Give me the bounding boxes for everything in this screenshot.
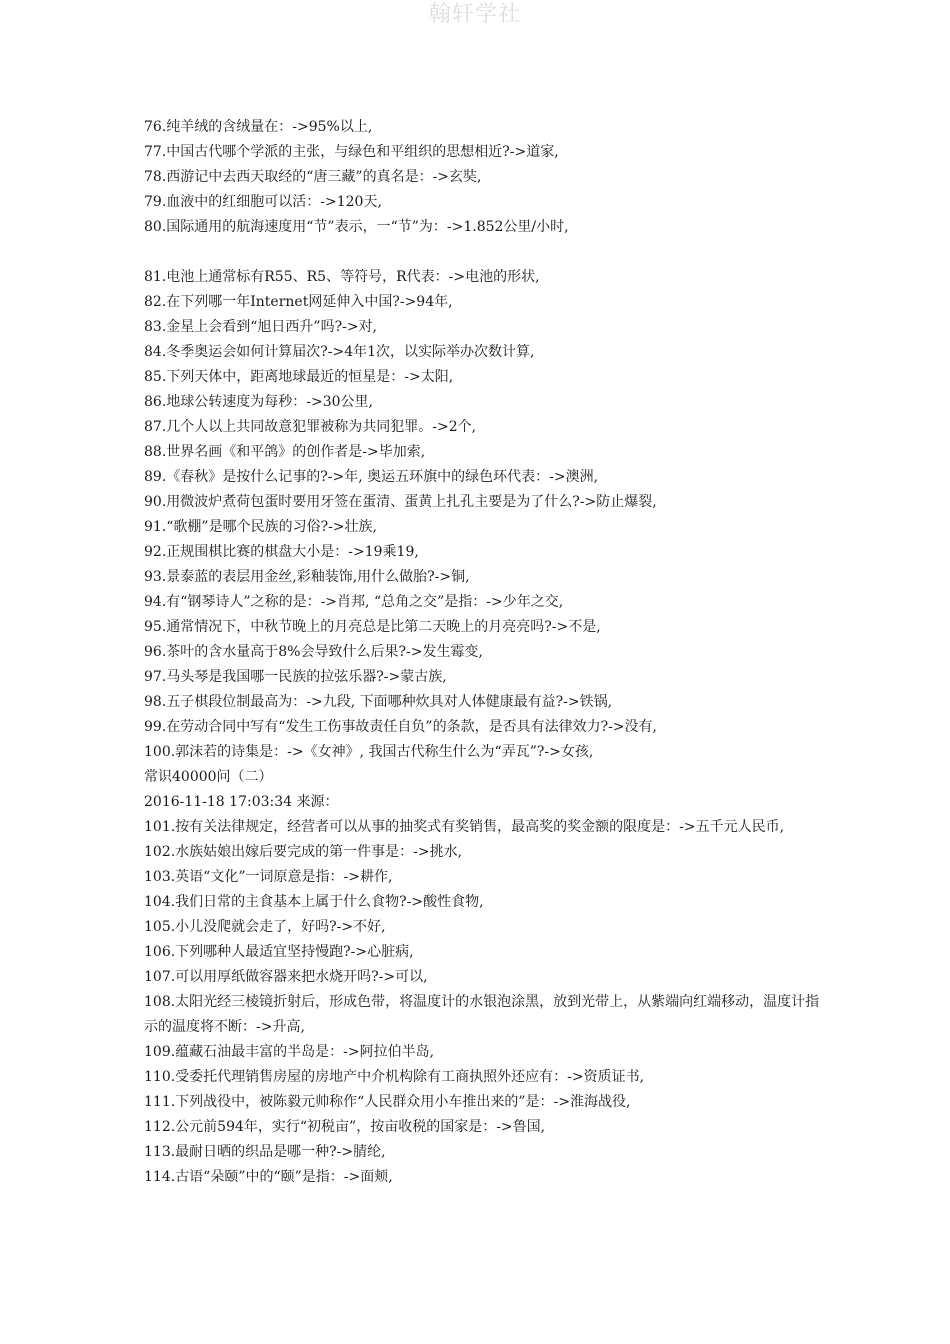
section-meta: 2016-11-18 17:03:34 来源： [144,794,339,810]
qa-item: 77.中国古代哪个学派的主张，与绿色和平组织的思想相近?->道家, [144,144,559,160]
qa-item: 101.按有关法律规定，经营者可以从事的抽奖式有奖销售，最高奖的奖金额的限度是：->五千元人民币, [144,819,785,835]
qa-item: 90.用微波炉煮荷包蛋时要用牙签在蛋清、蛋黄上扎孔主要是为了什么?->防止爆裂, [144,494,657,510]
qa-item: 110.受委托代理销售房屋的房地产中介机构除有工商执照外还应有：->资质证书, [144,1069,645,1085]
qa-item: 86.地球公转速度为每秒：->30公里, [144,394,373,410]
qa-item: 88.世界名画《和平鸽》的创作者是->毕加索, [144,444,426,460]
qa-item: 79.血液中的红细胞可以活：->120天, [144,194,382,210]
qa-item: 96.茶叶的含水量高于8%会导致什么后果?->发生霉变, [144,644,483,660]
qa-item: 109.蕴藏石油最丰富的半岛是：->阿拉伯半岛, [144,1044,435,1060]
qa-item: 85.下列天体中，距离地球最近的恒星是：->太阳, [144,369,454,385]
qa-item: 93.景泰蓝的表层用金丝,彩釉装饰,用什么做胎?->铜, [144,569,470,585]
qa-item: 99.在劳动合同中写有“发生工伤事故责任自负”的条款，是否具有法律效力?->没有, [144,719,657,735]
qa-item: 91.“歌棚”是哪个民族的习俗?->壮族, [144,519,377,535]
qa-item: 89.《春秋》是按什么记事的?->年, 奥运五环旗中的绿色环代表：->澳洲, [144,469,599,485]
section-title: 常识40000问（二） [144,769,273,785]
qa-item: 94.有“钢琴诗人”之称的是：->肖邦, “总角之交”是指：->少年之交, [144,594,564,610]
qa-item: 100.郭沫若的诗集是：->《女神》, 我国古代称生什么为“弄瓦”?->女孩, [144,744,594,760]
qa-item: 95.通常情况下，中秋节晚上的月亮总是比第二天晚上的月亮亮吗?->不是, [144,619,601,635]
qa-item: 87.几个人以上共同故意犯罪被称为共同犯罪。->2个, [144,419,477,435]
blank-line [144,240,820,265]
qa-item: 102.水族姑娘出嫁后要完成的第一件事是：->挑水, [144,844,463,860]
qa-item: 80.国际通用的航海速度用“节”表示，一“节”为：->1.852公里/小时, [144,219,569,235]
document-body [144,115,820,1190]
qa-item: 113.最耐日晒的织品是哪一种?->腈纶, [144,1144,386,1160]
watermark: 翰轩学社 [428,2,521,27]
qa-item: 83.金星上会看到“旭日西升”吗?->对, [144,319,377,335]
qa-item: 98.五子棋段位制最高为：->九段, 下面哪种炊具对人体健康最有益?->铁锅, [144,694,613,710]
qa-item: 104.我们日常的主食基本上属于什么食物?->酸性食物, [144,894,484,910]
qa-item: 92.正规围棋比赛的棋盘大小是：->19乘19, [144,544,419,560]
qa-item: 106.下列哪种人最适宜坚持慢跑?->心脏病, [144,944,414,960]
qa-item: 82.在下列哪一年Internet网延伸入中国?->94年, [144,294,453,310]
qa-item: 111.下列战役中，被陈毅元帅称作“人民群众用小车推出来的”是：->淮海战役, [144,1094,631,1110]
qa-item: 81.电池上通常标有R55、R5、等符号，R代表：->电池的形状, [144,269,540,285]
qa-item: 105.小儿没爬就会走了，好吗?->不好, [144,919,386,935]
qa-item: 108.太阳光经三棱镜折射后，形成色带，将温度计的水银泡涂黑，放到光带上，从紫端向红端移动，温度计指示的温度将不断：->升高, [144,994,820,1035]
qa-item: 103.英语“文化”一词原意是指：->耕作, [144,869,393,885]
qa-item: 84.冬季奥运会如何计算届次?->4年1次，以实际举办次数计算, [144,344,535,360]
qa-item: 76.纯羊绒的含绒量在：->95%以上, [144,119,373,135]
qa-item: 107.可以用厚纸做容器来把水烧开吗?->可以, [144,969,428,985]
qa-item: 78.西游记中去西天取经的“唐三藏”的真名是：->玄奘, [144,169,482,185]
qa-item: 114.古语“朵颐”中的“颐”是指：->面颊, [144,1169,393,1185]
qa-item: 97.马头琴是我国哪一民族的拉弦乐器?->蒙古族, [144,669,447,685]
qa-item: 112.公元前594年，实行“初税亩”，按亩收税的国家是：->鲁国, [144,1119,546,1135]
